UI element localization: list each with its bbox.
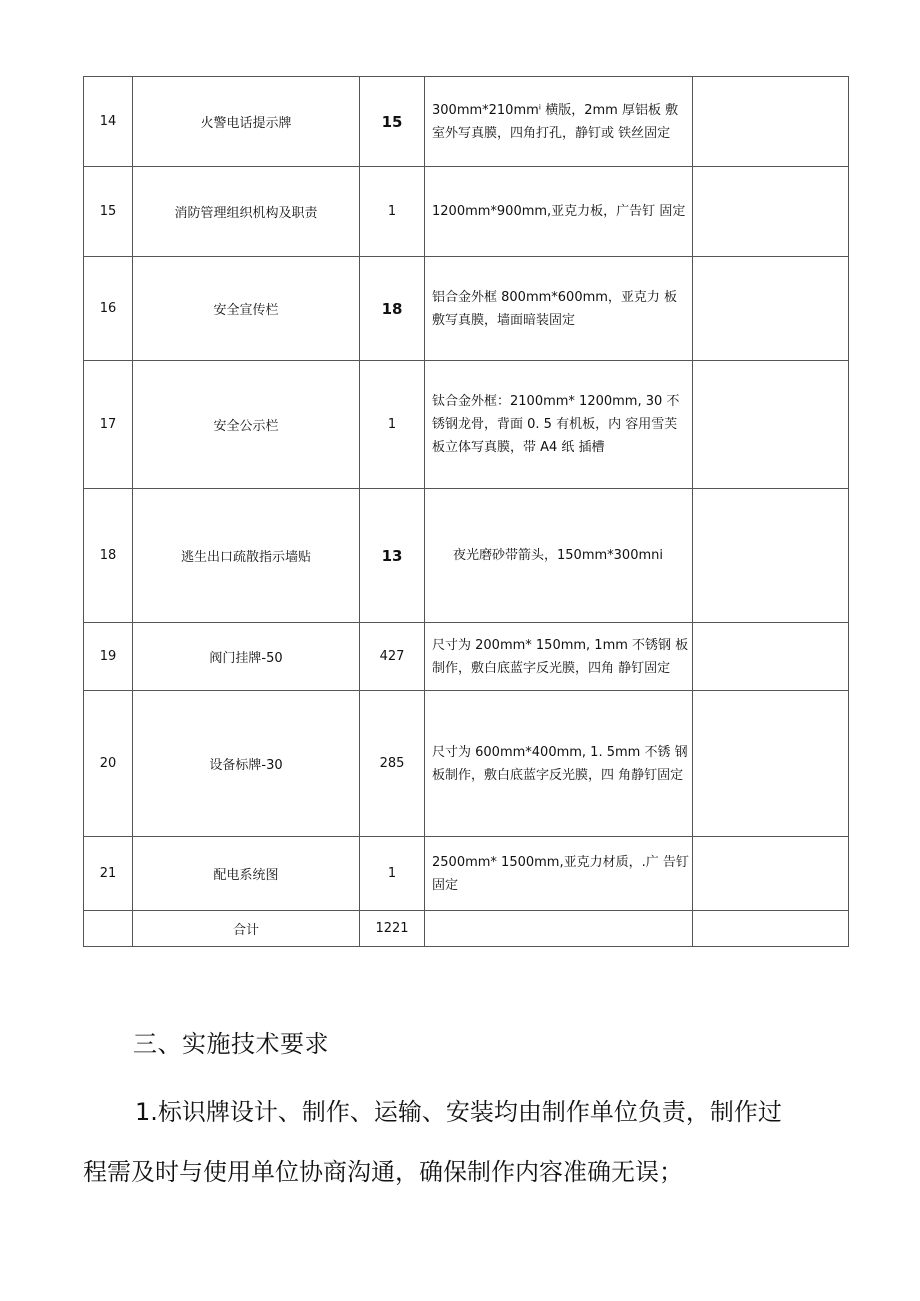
item-spec-text: 铝合金外框 800mm*600mm，亚克力 板敷写真膜，墙面暗装固定 (432, 289, 678, 328)
item-quantity: 15 (360, 77, 425, 167)
item-quantity: 13 (360, 489, 425, 623)
total-empty-cell (84, 911, 133, 947)
item-remark (693, 623, 849, 691)
item-spec (425, 489, 693, 623)
item-spec-text: 300mm*210mmⁱ 横版，2mm 厚铝板 敷室外写真膜，四角打孔，静钉或 铁丝固定 (432, 102, 679, 141)
item-name: 安全宣传栏 (133, 257, 360, 361)
section-heading: 三、实施技术要求 (133, 1030, 329, 1058)
item-name: 设备标牌-30 (133, 691, 360, 837)
item-name: 火警电话提示牌 (133, 77, 360, 167)
item-spec (425, 623, 693, 691)
item-quantity: 427 (360, 623, 425, 691)
row-number: 15 (84, 167, 133, 257)
item-quantity: 285 (360, 691, 425, 837)
item-spec-text: 2500mm* 1500mm,亚克力材质，.广 告钉固定 (432, 854, 689, 893)
item-remark (693, 77, 849, 167)
row-number: 17 (84, 361, 133, 489)
item-name: 阀门挂牌-50 (133, 623, 360, 691)
item-remark (693, 361, 849, 489)
item-spec (425, 361, 693, 489)
row-number: 19 (84, 623, 133, 691)
row-number: 14 (84, 77, 133, 167)
item-quantity: 1 (360, 361, 425, 489)
item-remark (693, 837, 849, 911)
item-remark (693, 691, 849, 837)
item-spec (425, 837, 693, 911)
item-spec-text: 钛合金外框：2100mm* 1200mm, 30 不锈钢龙骨，背面 0. 5 有机板，内 容用雪芙板立体写真膜，带 A4 纸 插槽 (432, 394, 680, 455)
item-remark (693, 489, 849, 623)
table-row (84, 837, 849, 911)
item-spec-text: 尺寸为 600mm*400mm, 1. 5mm 不锈 钢板制作，敷白底蓝字反光膜，四 角静钉固定 (432, 744, 688, 783)
table-row (84, 361, 849, 489)
signage-table (83, 76, 849, 947)
item-name: 安全公示栏 (133, 361, 360, 489)
row-number: 20 (84, 691, 133, 837)
row-number: 16 (84, 257, 133, 361)
item-quantity: 1 (360, 167, 425, 257)
item-spec (425, 77, 693, 167)
item-remark (693, 167, 849, 257)
paragraph-text: 1.标识牌设计、制作、运输、安装均由制作单位负责，制作过程需及时与使用单位协商沟通，确保制作内容准确无误； (83, 1098, 782, 1186)
item-quantity: 18 (360, 257, 425, 361)
total-label: 合计 (133, 911, 360, 947)
total-quantity: 1221 (360, 911, 425, 947)
table-row (84, 257, 849, 361)
item-name: 消防管理组织机构及职责 (133, 167, 360, 257)
item-spec (425, 257, 693, 361)
row-number: 18 (84, 489, 133, 623)
table-row (84, 691, 849, 837)
item-spec (425, 167, 693, 257)
total-row (84, 911, 849, 947)
table-row (84, 489, 849, 623)
item-quantity: 1 (360, 837, 425, 911)
total-spec-empty (425, 911, 693, 947)
item-name: 配电系统图 (133, 837, 360, 911)
paragraph (83, 1082, 795, 1202)
table-row (84, 167, 849, 257)
item-spec (425, 691, 693, 837)
item-remark (693, 257, 849, 361)
item-spec-text: 夜光磨砂带箭头，150mm*300mni (453, 548, 663, 563)
item-name: 逃生出口疏散指示墙贴 (133, 489, 360, 623)
table-row (84, 77, 849, 167)
total-remark-empty (693, 911, 849, 947)
item-spec-text: 尺寸为 200mm* 150mm, 1mm 不锈钢 板制作，敷白底蓝字反光膜，四角 静钉固定 (432, 637, 689, 676)
item-spec-text: 1200mm*900mm,亚克力板，广告钉 固定 (432, 204, 686, 219)
table-row (84, 623, 849, 691)
row-number: 21 (84, 837, 133, 911)
